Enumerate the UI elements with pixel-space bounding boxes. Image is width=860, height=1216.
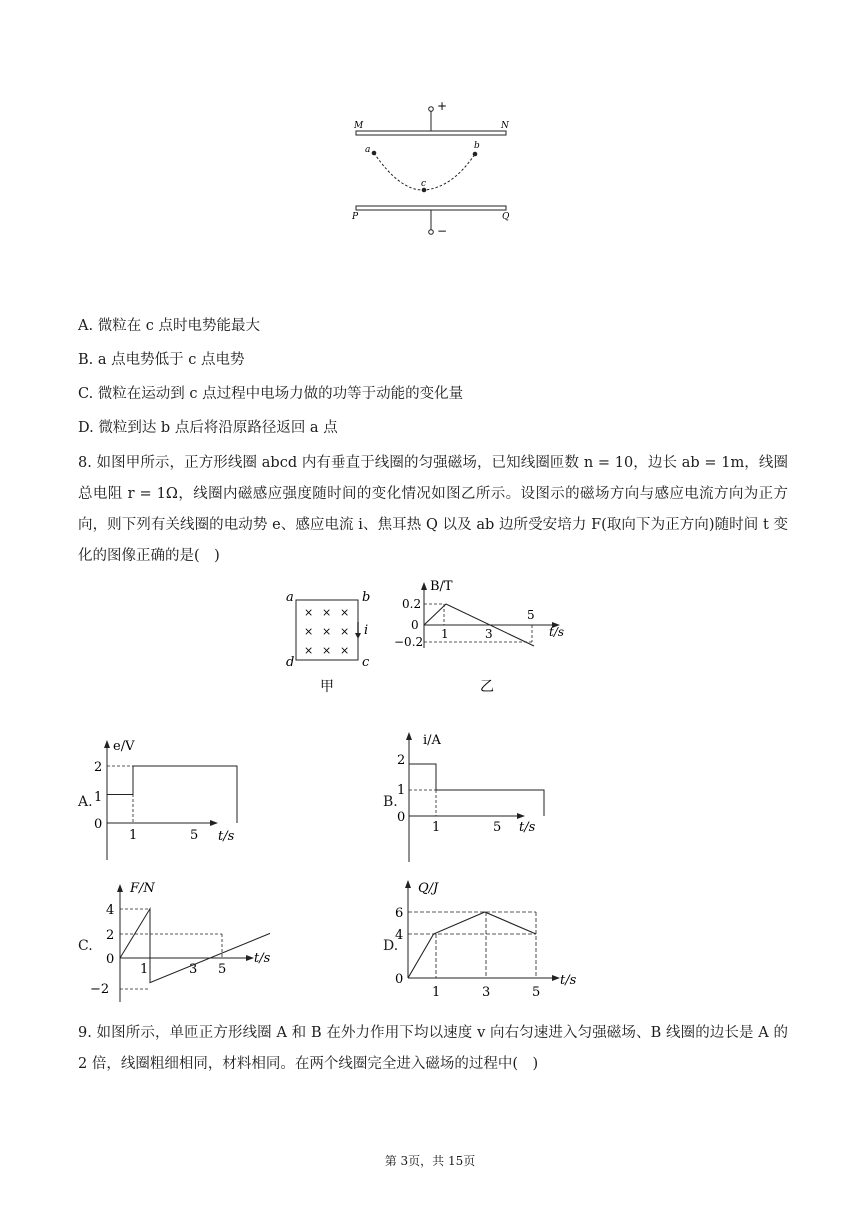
yi-xtick-3: 3: [485, 627, 493, 641]
cross-mark: ×: [304, 644, 314, 657]
b-ytick-0: 0: [397, 810, 406, 825]
cross-mark: ×: [322, 625, 332, 638]
caption-jia: 甲: [320, 679, 334, 695]
label-M: M: [354, 121, 364, 131]
cross-mark: ×: [304, 606, 314, 619]
cross-mark: ×: [340, 625, 350, 638]
option-d-letter: D.: [383, 938, 399, 954]
cross-mark: ×: [304, 625, 314, 638]
d-ylabel: Q/J: [418, 881, 439, 896]
label-N: N: [501, 121, 509, 131]
option-c-graph: [88, 876, 288, 1008]
a-ytick-1: 1: [94, 790, 103, 805]
q7-option-b: B. a 点电势低于 c 点电势: [78, 352, 245, 368]
label-Q: Q: [502, 212, 510, 222]
yi-ytick-zero: 0: [411, 618, 419, 632]
coil-label-a: a: [286, 590, 294, 605]
yi-xtick-5: 5: [527, 608, 535, 622]
coil-label-d: d: [286, 655, 295, 670]
b-ytick-2: 2: [397, 753, 406, 768]
label-c: c: [421, 179, 427, 189]
c-ytick-neg2: −2: [90, 982, 110, 997]
cross-mark: ×: [322, 606, 332, 619]
c-ytick-4: 4: [106, 903, 115, 918]
yi-xlabel: t/s: [549, 625, 565, 639]
cross-mark: ×: [340, 606, 350, 619]
label-P: P: [352, 212, 359, 222]
q9-question-text: 9. 如图所示，单匝正方形线圈 A 和 B 在外力作用下均以速度 v 向右匀速进入匀强磁场、B 线圈的边长是 A 的 2 倍，线圈粗细相同，材料相同。在两个线圈完全进入磁场的过程中( ): [78, 1025, 788, 1072]
coil-label-c: c: [362, 655, 370, 670]
b-xtick-1: 1: [432, 820, 441, 835]
c-ytick-2: 2: [106, 928, 115, 943]
a-ytick-0: 0: [94, 817, 103, 832]
yi-ytick-neg: −0.2: [394, 635, 424, 649]
a-xtick-1: 1: [129, 828, 138, 843]
a-ytick-2: 2: [94, 760, 103, 775]
caption-yi: 乙: [480, 679, 494, 695]
q7-option-d: D. 微粒到达 b 点后将沿原路径返回 a 点: [78, 420, 338, 436]
d-xtick-3: 3: [482, 985, 491, 1000]
d-xtick-1: 1: [432, 985, 441, 1000]
e-t-line: [107, 766, 237, 823]
page-number: 第 3页，共 15页: [384, 1154, 476, 1168]
d-xtick-5: 5: [532, 985, 541, 1000]
b-xtick-5: 5: [493, 820, 502, 835]
minus-sign: −: [437, 224, 448, 238]
yi-ytick-pos: 0.2: [402, 597, 422, 611]
coil-figure-jia: [282, 588, 382, 696]
q7-option-c: C. 微粒在运动到 c 点过程中电场力做的功等于动能的变化量: [78, 386, 464, 402]
c-xtick-5: 5: [218, 962, 227, 977]
label-b: b: [474, 141, 480, 151]
current-label-i: i: [364, 623, 369, 638]
d-ytick-6: 6: [395, 906, 404, 921]
option-c-letter: C.: [78, 938, 93, 954]
c-xtick-3: 3: [189, 962, 198, 977]
a-ylabel: e/V: [113, 739, 135, 754]
option-b-graph: [393, 726, 593, 866]
parallel-plates-figure: [340, 96, 530, 246]
d-ytick-4: 4: [395, 928, 404, 943]
c-ylabel: F/N: [130, 881, 155, 896]
a-xtick-5: 5: [190, 828, 199, 843]
b-xlabel: t/s: [519, 820, 536, 835]
option-b-letter: B.: [383, 794, 398, 810]
d-xlabel: t/s: [560, 973, 577, 988]
option-a-letter: A.: [78, 794, 93, 810]
a-xlabel: t/s: [218, 829, 235, 844]
coil-label-b: b: [362, 590, 371, 605]
cross-mark: ×: [322, 644, 332, 657]
c-ytick-0: 0: [106, 952, 115, 967]
c-xlabel: t/s: [254, 951, 271, 966]
q-t-line: [408, 912, 536, 978]
c-xtick-1: 1: [140, 962, 149, 977]
yi-ylabel: B/T: [430, 579, 453, 594]
q8-question-text: 8. 如图甲所示，正方形线圈 abcd 内有垂直于线圈的匀强磁场，已知线圈匝数 n = 10，边长 ab = 1m，线圈总电阻 r = 1Ω，线圈内磁感应强度随时间的变化情况如图乙所示。设图示的磁场方向与感应电流方向为正方向，则下列有关线圈的电动势 e、感应电流 i、焦耳热 Q 以及 ab 边所受安培力 F(取向下为正方向)随时间 t 变化的图像正确的是( ): [78, 455, 788, 564]
cross-mark: ×: [340, 644, 350, 657]
plus-sign: +: [437, 99, 448, 113]
b-ylabel: i/A: [423, 733, 441, 748]
yi-xtick-1: 1: [441, 627, 449, 641]
option-a-graph: [90, 732, 290, 864]
b-t-graph-yi: [392, 578, 582, 696]
option-d-graph: [392, 872, 602, 1008]
q7-option-a: A. 微粒在 c 点时电势能最大: [78, 318, 261, 334]
d-ytick-0: 0: [395, 972, 404, 987]
b-ytick-1: 1: [397, 783, 406, 798]
label-a: a: [365, 145, 371, 155]
